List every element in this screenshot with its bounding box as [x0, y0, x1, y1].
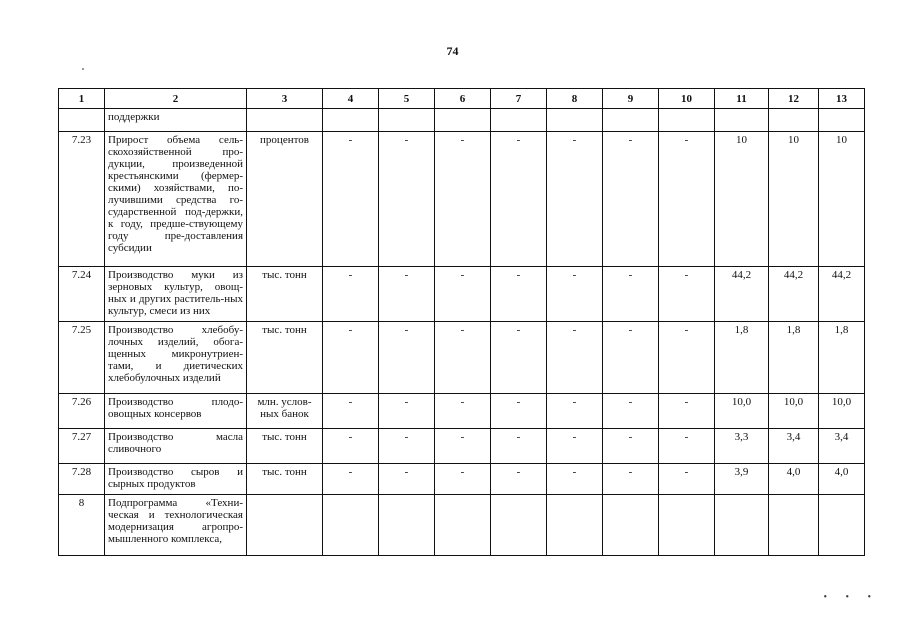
table-row	[59, 464, 865, 495]
value-cell: 10,0	[715, 394, 769, 429]
indicator-name-cell: Производство масла сливочного	[105, 429, 247, 464]
header-cell: 10	[659, 89, 715, 109]
value-cell: -	[323, 429, 379, 464]
value-cell: 4,0	[769, 464, 819, 495]
header-cell: 1	[59, 89, 105, 109]
row-number-cell: 7.23	[59, 132, 105, 267]
value-cell: 44,2	[715, 267, 769, 322]
value-cell: -	[603, 322, 659, 394]
indicator-name-cell: Производство муки из зерновых культур, овощ-ных и других раститель-ных культур, смеси из них	[105, 267, 247, 322]
value-cell	[379, 109, 435, 132]
value-cell	[715, 495, 769, 556]
value-cell: 44,2	[819, 267, 865, 322]
unit-cell: процентов	[247, 132, 323, 267]
value-cell: 3,9	[715, 464, 769, 495]
value-cell	[491, 495, 547, 556]
value-cell: 1,8	[819, 322, 865, 394]
header-row	[59, 89, 865, 109]
value-cell: 10,0	[819, 394, 865, 429]
value-cell: -	[659, 267, 715, 322]
value-cell	[435, 109, 491, 132]
header-cell: 13	[819, 89, 865, 109]
table-row	[59, 109, 865, 132]
value-cell	[659, 109, 715, 132]
value-cell: -	[659, 322, 715, 394]
value-cell: -	[491, 267, 547, 322]
value-cell: -	[547, 322, 603, 394]
value-cell: 10,0	[769, 394, 819, 429]
value-cell: -	[379, 267, 435, 322]
unit-cell: тыс. тонн	[247, 429, 323, 464]
value-cell: -	[659, 394, 715, 429]
header-cell: 7	[491, 89, 547, 109]
table-row	[59, 267, 865, 322]
value-cell: -	[659, 132, 715, 267]
value-cell	[819, 109, 865, 132]
value-cell	[659, 495, 715, 556]
value-cell: -	[603, 132, 659, 267]
value-cell	[379, 495, 435, 556]
header-cell: 12	[769, 89, 819, 109]
row-number-cell: 7.27	[59, 429, 105, 464]
value-cell: -	[491, 394, 547, 429]
row-number-cell: 7.24	[59, 267, 105, 322]
value-cell: 4,0	[819, 464, 865, 495]
indicator-name-cell: Производство плодо-овощных консервов	[105, 394, 247, 429]
header-cell: 11	[715, 89, 769, 109]
value-cell: 3,3	[715, 429, 769, 464]
value-cell: -	[603, 429, 659, 464]
value-cell	[603, 495, 659, 556]
value-cell: -	[323, 464, 379, 495]
row-number-cell: 7.28	[59, 464, 105, 495]
value-cell: -	[547, 267, 603, 322]
value-cell: 44,2	[769, 267, 819, 322]
value-cell: -	[603, 464, 659, 495]
unit-cell: тыс. тонн	[247, 464, 323, 495]
table-row	[59, 495, 865, 556]
table-row	[59, 132, 865, 267]
value-cell: -	[379, 464, 435, 495]
value-cell: -	[323, 394, 379, 429]
value-cell	[603, 109, 659, 132]
indicator-name-cell: Производство сыров и сырных продуктов	[105, 464, 247, 495]
value-cell	[547, 495, 603, 556]
value-cell	[819, 495, 865, 556]
page-number: 74	[446, 44, 459, 58]
value-cell: -	[491, 322, 547, 394]
value-cell	[435, 495, 491, 556]
value-cell	[769, 109, 819, 132]
value-cell: -	[491, 132, 547, 267]
value-cell	[715, 109, 769, 132]
value-cell: -	[435, 464, 491, 495]
table-row	[59, 322, 865, 394]
row-number-cell	[59, 109, 105, 132]
value-cell: -	[323, 322, 379, 394]
value-cell: -	[659, 464, 715, 495]
value-cell	[491, 109, 547, 132]
value-cell: -	[379, 394, 435, 429]
header-cell: 4	[323, 89, 379, 109]
header-cell: 2	[105, 89, 247, 109]
value-cell	[547, 109, 603, 132]
value-cell	[323, 495, 379, 556]
value-cell: -	[435, 322, 491, 394]
value-cell: -	[379, 132, 435, 267]
row-number-cell: 8	[59, 495, 105, 556]
table-row	[59, 429, 865, 464]
value-cell: -	[547, 464, 603, 495]
value-cell: 10	[715, 132, 769, 267]
scan-speck	[82, 68, 84, 70]
value-cell: 3,4	[819, 429, 865, 464]
value-cell: -	[659, 429, 715, 464]
unit-cell: тыс. тонн	[247, 267, 323, 322]
row-number-cell: 7.25	[59, 322, 105, 394]
value-cell: 3,4	[769, 429, 819, 464]
indicator-name-cell: Прирост объема сель-скохозяйственной про-дукции, произведенной крестьянскими (фермер-скими) хозяйствами, по-лучившими средства го-сударственной под-держки, к году, предше-ствующему году пре-доставления субсидии	[105, 132, 247, 267]
value-cell: -	[323, 267, 379, 322]
value-cell: -	[547, 132, 603, 267]
indicators-table	[58, 88, 865, 556]
value-cell: 10	[769, 132, 819, 267]
table-body	[59, 109, 865, 556]
value-cell	[323, 109, 379, 132]
value-cell: 1,8	[769, 322, 819, 394]
header-cell: 3	[247, 89, 323, 109]
value-cell: -	[547, 429, 603, 464]
header-cell: 6	[435, 89, 491, 109]
value-cell: -	[491, 429, 547, 464]
value-cell: 1,8	[715, 322, 769, 394]
scan-marks: • • •	[823, 592, 879, 603]
value-cell: -	[379, 322, 435, 394]
unit-cell: тыс. тонн	[247, 322, 323, 394]
value-cell: -	[435, 132, 491, 267]
header-cell: 9	[603, 89, 659, 109]
unit-cell	[247, 495, 323, 556]
table-row	[59, 394, 865, 429]
header-cell: 5	[379, 89, 435, 109]
value-cell: -	[323, 132, 379, 267]
indicator-name-cell: Подпрограмма «Техни-ческая и технологическая модернизация агропро-мышленного комплекса,	[105, 495, 247, 556]
value-cell: -	[435, 394, 491, 429]
value-cell	[769, 495, 819, 556]
value-cell: -	[379, 429, 435, 464]
unit-cell	[247, 109, 323, 132]
row-number-cell: 7.26	[59, 394, 105, 429]
value-cell: -	[547, 394, 603, 429]
value-cell: -	[435, 429, 491, 464]
indicator-name-cell: поддержки	[105, 109, 247, 132]
value-cell: -	[435, 267, 491, 322]
value-cell: 10	[819, 132, 865, 267]
header-cell: 8	[547, 89, 603, 109]
unit-cell: млн. услов-ных банок	[247, 394, 323, 429]
value-cell: -	[603, 394, 659, 429]
indicator-name-cell: Производство хлебобу-лочных изделий, обога-щенных микронутриен-тами, и диетических хлебобулочных изделий	[105, 322, 247, 394]
value-cell: -	[603, 267, 659, 322]
value-cell: -	[491, 464, 547, 495]
